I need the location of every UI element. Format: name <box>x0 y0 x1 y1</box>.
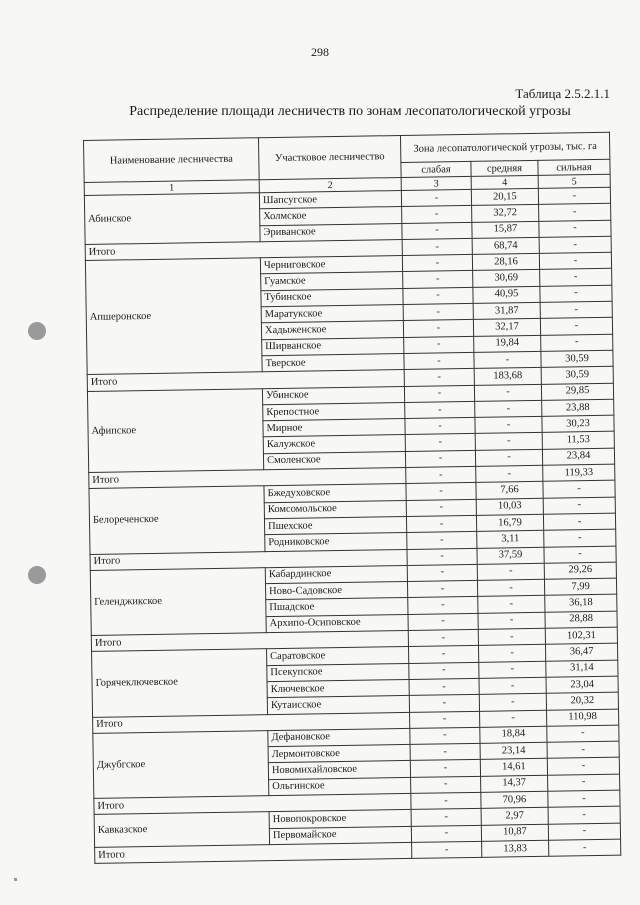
weak-value-cell: - <box>411 809 481 826</box>
total-medium-cell: 13,83 <box>482 840 549 857</box>
weak-value-cell: - <box>404 385 474 402</box>
total-strong-cell: - <box>548 790 620 807</box>
district-cell: Крепостное <box>263 402 405 421</box>
district-cell: Ключевское <box>267 679 409 698</box>
forestry-name-cell: Горячеключевское <box>92 649 268 717</box>
table-wrapper <box>83 132 620 864</box>
weak-value-cell: - <box>411 776 481 793</box>
header-district-forestry: Участковое лесничество <box>258 136 401 180</box>
medium-value-cell: - <box>474 351 541 368</box>
district-cell: Маратукское <box>261 305 403 324</box>
total-medium-cell: - <box>480 710 547 727</box>
total-strong-cell: - <box>544 546 616 563</box>
medium-value-cell: - <box>478 645 545 662</box>
weak-value-cell: - <box>410 760 480 777</box>
strong-value-cell: - <box>544 529 616 546</box>
total-label: Итого <box>89 468 406 489</box>
header-medium: средняя <box>471 160 538 176</box>
col-number: 4 <box>471 175 538 189</box>
strong-value-cell: - <box>543 481 615 498</box>
district-cell: Комсомольское <box>264 500 406 519</box>
district-cell: Смоленское <box>263 451 405 470</box>
total-label: Итого <box>90 549 407 570</box>
forestry-zone-table <box>83 132 621 864</box>
weak-value-cell: - <box>403 320 473 337</box>
strong-value-cell: - <box>540 269 612 286</box>
strong-value-cell: - <box>539 204 611 221</box>
medium-value-cell: 20,15 <box>471 188 538 205</box>
strong-value-cell: 7,99 <box>544 578 616 595</box>
col-number: 2 <box>259 178 401 193</box>
district-cell: Шапсугское <box>259 191 401 210</box>
strong-value-cell: - <box>541 334 613 351</box>
medium-value-cell: 30,69 <box>473 270 540 287</box>
medium-value-cell: - <box>478 612 545 629</box>
strong-value-cell: 23,84 <box>542 448 614 465</box>
strong-value-cell: - <box>540 301 612 318</box>
district-cell: Новопокровское <box>269 810 411 829</box>
weak-value-cell: - <box>403 303 473 320</box>
total-medium-cell: 37,59 <box>477 547 544 564</box>
weak-value-cell: - <box>408 597 478 614</box>
strong-value-cell: - <box>548 774 620 791</box>
medium-value-cell: 18,84 <box>480 726 547 743</box>
medium-value-cell: 3,11 <box>477 531 544 548</box>
total-label: Итого <box>85 239 402 260</box>
weak-value-cell: - <box>406 515 476 532</box>
district-cell: Холмское <box>260 207 402 226</box>
strong-value-cell: - <box>539 220 611 237</box>
weak-value-cell: - <box>405 401 475 418</box>
total-label: Итого <box>93 712 410 733</box>
total-strong-cell: 30,59 <box>541 366 613 383</box>
total-medium-cell: 183,68 <box>474 368 541 385</box>
weak-value-cell: - <box>405 418 475 435</box>
district-cell: Архипо-Осиповское <box>266 614 408 633</box>
district-cell: Бжедуховское <box>264 484 406 503</box>
district-cell: Лермонтовское <box>268 745 410 764</box>
total-strong-cell: - <box>549 839 621 856</box>
weak-value-cell: - <box>403 287 473 304</box>
total-strong-cell: 102,31 <box>545 627 617 644</box>
forestry-name-cell: Абинское <box>84 193 260 245</box>
weak-value-cell: - <box>402 206 472 223</box>
strong-value-cell: 28,88 <box>545 611 617 628</box>
medium-value-cell: 31,87 <box>473 302 540 319</box>
district-cell: Саратовское <box>267 647 409 666</box>
district-cell: Пшадское <box>266 598 408 617</box>
table-header <box>84 132 611 195</box>
total-weak-cell: - <box>404 369 474 386</box>
medium-value-cell: 28,16 <box>472 254 539 271</box>
strong-value-cell: - <box>548 823 620 840</box>
district-cell: Дефановское <box>268 728 410 747</box>
weak-value-cell: - <box>404 336 474 353</box>
medium-value-cell: 14,37 <box>481 775 548 792</box>
weak-value-cell: - <box>406 483 476 500</box>
weak-value-cell: - <box>410 727 480 744</box>
medium-value-cell: - <box>479 677 546 694</box>
strong-value-cell: 29,85 <box>541 383 613 400</box>
strong-value-cell: 30,23 <box>542 415 614 432</box>
table-body <box>84 187 620 863</box>
medium-value-cell: 14,61 <box>480 759 547 776</box>
medium-value-cell: 15,87 <box>472 221 539 238</box>
weak-value-cell: - <box>409 662 479 679</box>
medium-value-cell: - <box>475 416 542 433</box>
col-number: 5 <box>538 174 610 188</box>
strong-value-cell: 36,47 <box>545 643 617 660</box>
total-strong-cell: 110,98 <box>547 709 619 726</box>
district-cell: Ширванское <box>262 337 404 356</box>
weak-value-cell: - <box>405 434 475 451</box>
table-title: Распределение площади лесничеств по зонам лесопатологической угрозы <box>129 104 571 119</box>
header-threat-zone: Зона лесопатологической угрозы, тыс. га <box>400 132 609 162</box>
forestry-name-cell: Белореченское <box>89 486 265 554</box>
strong-value-cell: - <box>547 725 619 742</box>
district-cell: Псекупское <box>267 663 409 682</box>
forestry-name-cell: Кавказское <box>94 812 269 847</box>
district-cell: Калужское <box>263 435 405 454</box>
weak-value-cell: - <box>407 564 477 581</box>
punch-hole <box>28 322 46 340</box>
district-cell: Мирное <box>263 419 405 438</box>
district-cell: Пшехское <box>264 516 406 535</box>
weak-value-cell: - <box>401 189 471 206</box>
header-forestry-name: Наименование лесничества <box>84 138 260 183</box>
medium-value-cell: - <box>479 661 546 678</box>
weak-value-cell: - <box>409 678 479 695</box>
district-cell: Ново-Садовское <box>265 582 407 601</box>
district-cell: Кутаисское <box>267 696 409 715</box>
header-weak: слабая <box>401 161 471 177</box>
medium-value-cell: - <box>474 384 541 401</box>
weak-value-cell: - <box>402 222 472 239</box>
district-cell: Гуамское <box>261 272 403 291</box>
total-label: Итого <box>91 630 408 651</box>
medium-value-cell: 2,97 <box>481 808 548 825</box>
strong-value-cell: - <box>548 806 620 823</box>
weak-value-cell: - <box>406 499 476 516</box>
medium-value-cell: 16,79 <box>476 514 543 531</box>
medium-value-cell: 10,87 <box>481 824 548 841</box>
strong-value-cell: 31,14 <box>546 660 618 677</box>
forestry-name-cell: Афипское <box>87 388 263 472</box>
weak-value-cell: - <box>403 271 473 288</box>
district-cell: Первомайское <box>269 826 411 845</box>
medium-value-cell: 32,72 <box>472 205 539 222</box>
total-medium-cell: 68,74 <box>472 237 539 254</box>
weak-value-cell: - <box>408 613 478 630</box>
district-cell: Кабардинское <box>265 565 407 584</box>
total-weak-cell: - <box>406 466 476 483</box>
total-weak-cell: - <box>410 711 480 728</box>
medium-value-cell: 10,03 <box>476 498 543 515</box>
medium-value-cell: 40,95 <box>473 286 540 303</box>
total-weak-cell: - <box>411 792 481 809</box>
strong-value-cell: 36,18 <box>545 595 617 612</box>
strong-value-cell: 29,26 <box>544 562 616 579</box>
weak-value-cell: - <box>405 450 475 467</box>
medium-value-cell: 19,84 <box>474 335 541 352</box>
medium-value-cell: - <box>477 579 544 596</box>
district-cell: Тверское <box>262 353 404 372</box>
district-cell: Эриванское <box>260 223 402 242</box>
forestry-name-cell: Апшеронское <box>85 258 262 375</box>
strong-value-cell: 23,88 <box>542 399 614 416</box>
medium-value-cell: 7,66 <box>476 482 543 499</box>
total-strong-cell: - <box>539 236 611 253</box>
strong-value-cell: - <box>543 497 615 514</box>
medium-value-cell: - <box>475 400 542 417</box>
medium-value-cell: - <box>477 563 544 580</box>
table-id: Таблица 2.5.2.1.1 <box>515 86 610 101</box>
forestry-name-cell: Джубгское <box>93 730 269 798</box>
strong-value-cell: - <box>543 513 615 530</box>
col-number: 3 <box>401 176 471 190</box>
total-weak-cell: - <box>412 841 482 858</box>
weak-value-cell: - <box>404 352 474 369</box>
medium-value-cell: 23,14 <box>480 742 547 759</box>
medium-value-cell: - <box>475 433 542 450</box>
header-strong: сильная <box>538 159 610 175</box>
scan-speck <box>14 878 17 881</box>
district-cell: Тубинское <box>261 288 403 307</box>
weak-value-cell: - <box>407 580 477 597</box>
col-number: 1 <box>84 180 259 196</box>
page-number: 298 <box>311 45 329 59</box>
weak-value-cell: - <box>402 255 472 272</box>
district-cell: Ольгинское <box>269 777 411 796</box>
medium-value-cell: 32,17 <box>473 319 540 336</box>
district-cell: Хадыженское <box>261 321 403 340</box>
strong-value-cell: - <box>540 318 612 335</box>
district-cell: Родниковское <box>265 533 407 552</box>
strong-value-cell: 30,59 <box>541 350 613 367</box>
district-cell: Убинское <box>262 386 404 405</box>
strong-value-cell: - <box>540 285 612 302</box>
medium-value-cell: - <box>475 449 542 466</box>
total-medium-cell: 70,96 <box>481 791 548 808</box>
medium-value-cell: - <box>478 596 545 613</box>
weak-value-cell: - <box>411 825 481 842</box>
weak-value-cell: - <box>409 646 479 663</box>
strong-value-cell: - <box>547 741 619 758</box>
strong-value-cell: 20,32 <box>546 692 618 709</box>
weak-value-cell: - <box>409 695 479 712</box>
total-weak-cell: - <box>408 629 478 646</box>
weak-value-cell: - <box>407 532 477 549</box>
total-medium-cell: - <box>476 465 543 482</box>
strong-value-cell: - <box>539 252 611 269</box>
total-weak-cell: - <box>402 238 472 255</box>
total-label: Итого <box>87 370 404 391</box>
forestry-name-cell: Геленджикское <box>90 568 266 636</box>
total-medium-cell: - <box>478 628 545 645</box>
total-label: Итого <box>95 842 412 863</box>
strong-value-cell: 23,04 <box>546 676 618 693</box>
district-cell: Новомихайловское <box>268 761 410 780</box>
weak-value-cell: - <box>410 743 480 760</box>
district-cell: Черниговское <box>260 256 402 275</box>
strong-value-cell: - <box>547 758 619 775</box>
total-weak-cell: - <box>407 548 477 565</box>
punch-hole <box>28 566 46 584</box>
strong-value-cell: 11,53 <box>542 432 614 449</box>
medium-value-cell: - <box>479 693 546 710</box>
total-label: Итого <box>94 793 411 814</box>
total-strong-cell: 119,33 <box>543 464 615 481</box>
strong-value-cell: - <box>538 187 610 204</box>
